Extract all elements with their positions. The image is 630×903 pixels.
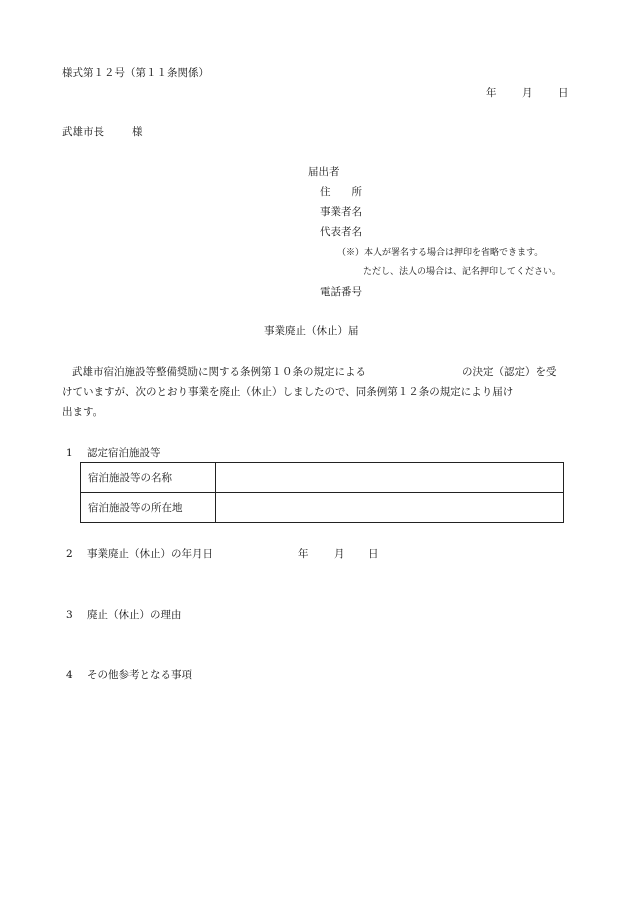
corporate-seal-note: ただし、法人の場合は、記名押印してください。 [363,267,562,277]
section-number: 3 [66,609,73,621]
phone-label: 電話番号 [320,286,362,298]
section-label: 事業廃止（休止）の年月日 [87,548,213,560]
facility-table [80,462,564,523]
date-year-label: 年 [486,87,497,99]
form-number: 様式第１２号（第１１条関係） [62,67,209,79]
body-line-3: 出ます。 [62,406,104,418]
representative-label: 代表者名 [320,226,362,238]
body-line-2: けていますが、次のとおり事業を廃止（休止）しましたので、同条例第１２条の規定により届け [62,386,514,398]
body-line-1a: 武雄市宿泊施設等整備奨励に関する条例第１０条の規定による [72,366,366,378]
addressee-name: 武雄市長 [62,126,104,138]
facility-location-field[interactable] [216,493,564,523]
notifier-heading: 届出者 [308,166,340,178]
table-row [81,493,564,523]
date-month-label: 月 [522,87,533,99]
section-label: その他参考となる事項 [87,669,192,681]
facility-location-label: 宿泊施設等の所在地 [81,493,216,523]
facility-name-field[interactable] [216,463,564,493]
body-line-1b: の決定（認定）を受 [462,366,557,378]
addressee-honorific: 様 [132,126,143,138]
closure-year-label: 年 [298,548,309,560]
section-number: 1 [66,447,73,459]
document-title: 事業廃止（休止）届 [264,325,359,337]
section-label: 廃止（休止）の理由 [87,609,182,621]
closure-month-label: 月 [334,548,345,560]
table-row [81,463,564,493]
section-label: 認定宿泊施設等 [87,447,161,459]
signature-note: （※）本人が署名する場合は押印を省略できます。 [337,248,544,258]
facility-name-label: 宿泊施設等の名称 [81,463,216,493]
section-number: 4 [66,669,73,681]
closure-day-label: 日 [368,548,379,560]
business-name-label: 事業者名 [320,206,362,218]
section-number: 2 [66,548,73,560]
address-label: 住 所 [320,186,362,198]
date-day-label: 日 [558,87,569,99]
